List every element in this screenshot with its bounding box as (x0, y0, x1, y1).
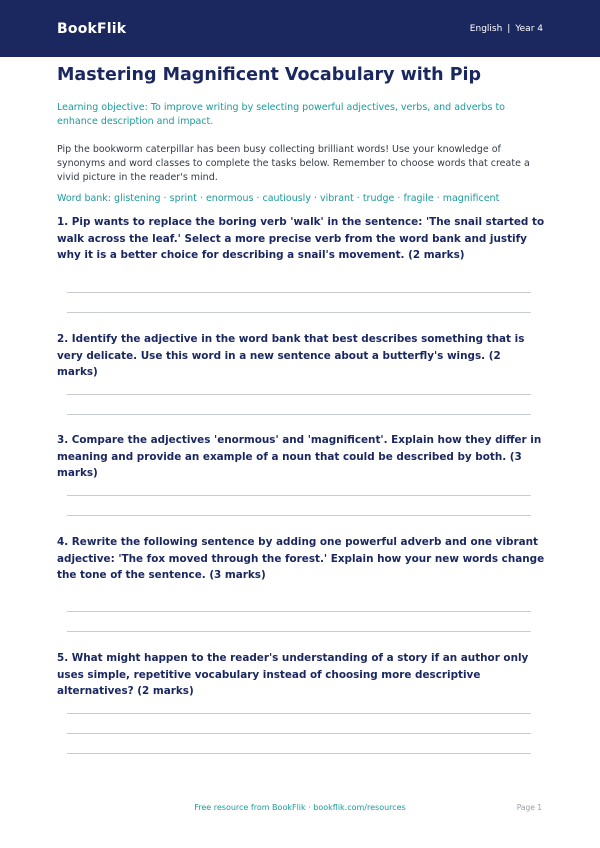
question-2: 2. Identify the adjective in the word bank that best describes something that is very delicate. Use this word in a new sentence about a butterfly's wings. (2 marks) (57, 333, 525, 378)
intro-paragraph: Pip the bookworm caterpillar has been busy collecting brilliant words! Use your knowledge of synonyms and word classes to complete the tasks below. Remember to choose words that create a vivid picture in the reader's mind. (57, 144, 530, 183)
subject-label: English (469, 23, 503, 34)
word-bank: Word bank: glistening · sprint · enormous · cautiously · vibrant · trudge · fragile · magnificent (57, 193, 500, 204)
question-5: 5. What might happen to the reader's understanding of a story if an author only uses simple, repetitive vocabulary instead of choosing more descriptive alternatives? (2 marks) (57, 652, 529, 697)
question-1: 1. Pip wants to replace the boring verb 'walk' in the sentence: 'The snail started to walk across the leaf.' Select a more precise verb from the word bank and justify why it is a better choice for describing a snail's movement. (2 marks) (57, 216, 545, 261)
answer-line[interactable] (67, 611, 531, 612)
header-bar (0, 0, 600, 57)
separator: | (507, 23, 511, 34)
answer-line[interactable] (67, 733, 531, 734)
footer-resource-link[interactable]: Free resource from BookFlik · bookflik.com/resources (194, 803, 406, 812)
answer-line[interactable] (67, 394, 531, 395)
intro-section (57, 64, 543, 206)
brand-logo[interactable]: BookFlik (57, 20, 127, 37)
page-number: Page 1 (516, 803, 542, 812)
answer-line[interactable] (67, 631, 531, 632)
answer-line[interactable] (67, 495, 531, 496)
subject-year-label (470, 24, 543, 34)
answer-line[interactable] (67, 515, 531, 516)
question-4: 4. Rewrite the following sentence by adding one powerful adverb and one vibrant adjective: 'The fox moved through the forest.' Explain how your new words change the tone of the sentence. (3 marks) (57, 536, 545, 581)
learning-objective: Learning objective: To improve writing by selecting powerful adjectives, verbs, and adverbs to enhance description and impact. (57, 102, 505, 127)
answer-line[interactable] (67, 414, 531, 415)
answer-line[interactable] (67, 753, 531, 754)
answer-line[interactable] (67, 713, 531, 714)
page-title: Mastering Magnificent Vocabulary with Pip (57, 65, 482, 85)
answer-line[interactable] (67, 292, 531, 293)
year-label: Year 4 (515, 23, 543, 34)
answer-line[interactable] (67, 312, 531, 313)
question-3: 3. Compare the adjectives 'enormous' and 'magnificent'. Explain how they differ in meaning and provide an example of a noun that could be described by both. (3 marks) (57, 434, 542, 479)
